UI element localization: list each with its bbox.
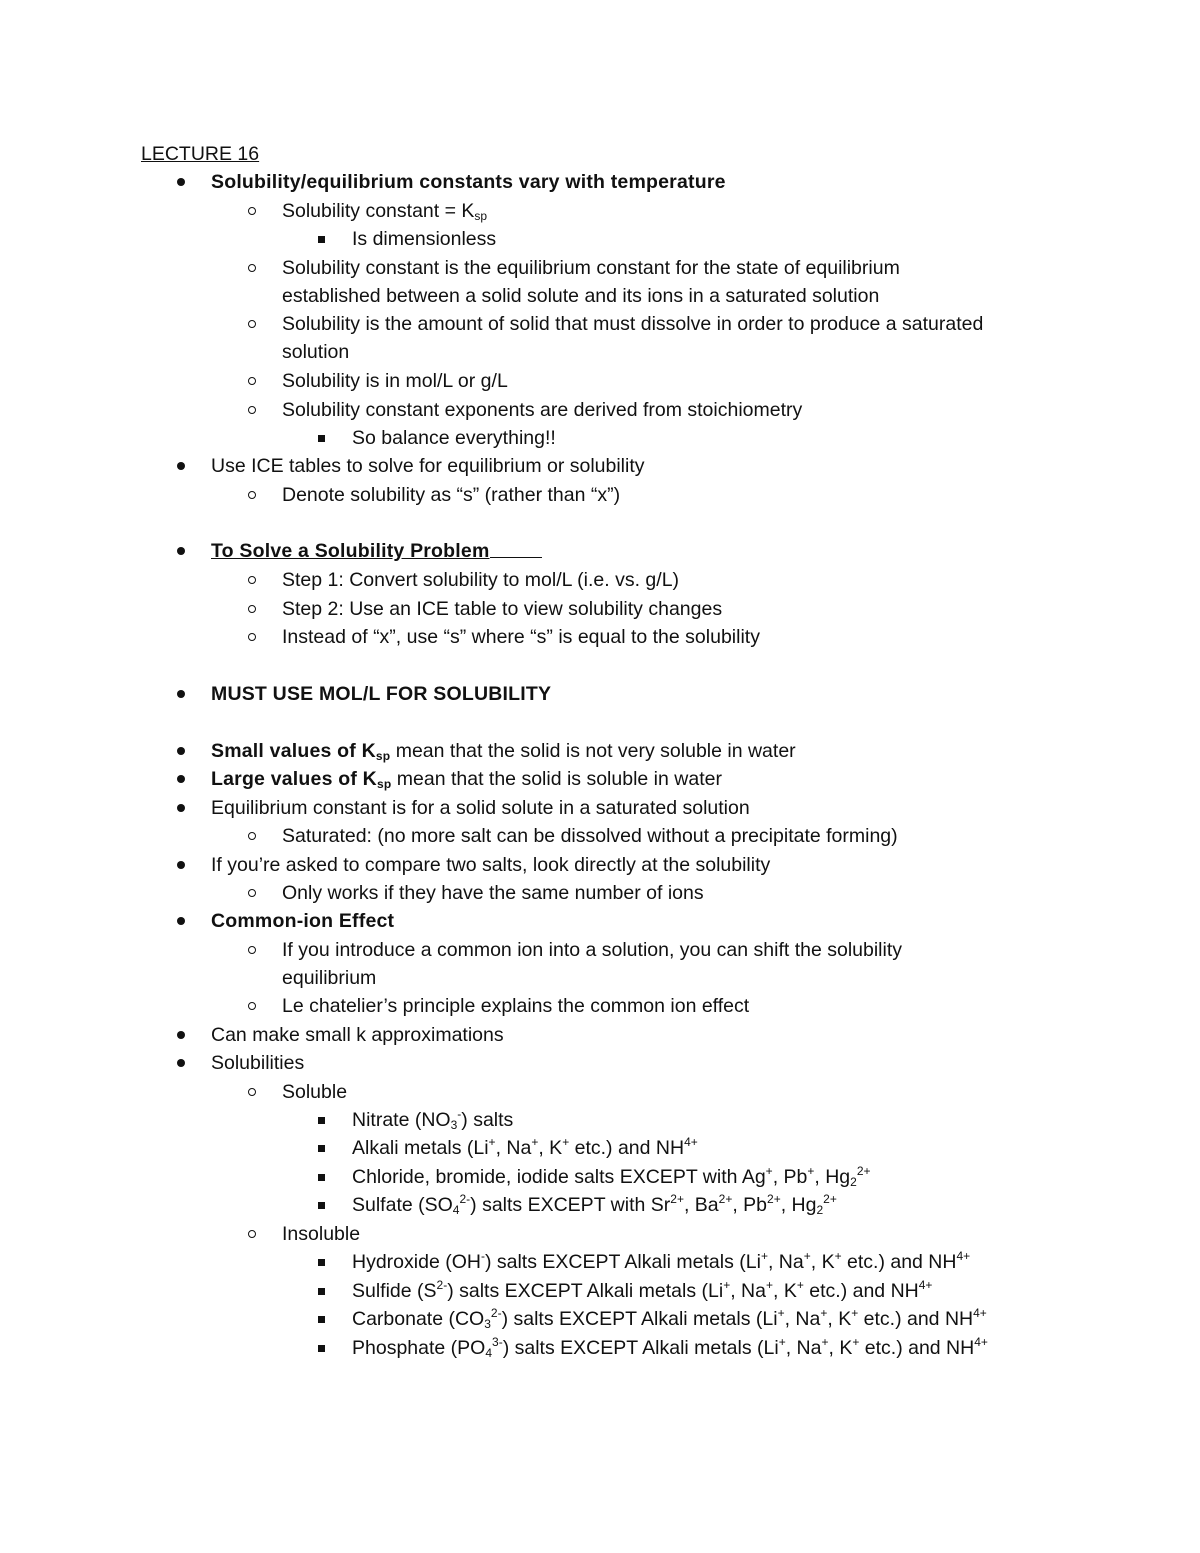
- hollow-bullet-icon: [248, 889, 256, 897]
- item-text: Denote solubility as “s” (rather than “x”): [282, 484, 621, 506]
- item-text: Solubility is in mol/L or g/L: [282, 370, 508, 392]
- hollow-bullet-icon: [248, 406, 256, 414]
- hollow-bullet-icon: [248, 576, 256, 584]
- bullet-icon: [177, 178, 185, 186]
- item-text: Solubility constant is the equilibrium constant for the state of equilibrium: [282, 257, 900, 279]
- item-text: Small values of $K_{sp}$ mean that the solid is not very soluble in water: [211, 740, 796, 763]
- item-text: If you introduce a common ion into a solution, you can shift the solubility: [282, 939, 903, 961]
- item-text: Solubilities: [211, 1052, 305, 1074]
- section-heading: To Solve a Solubility Problem: [211, 537, 542, 565]
- hollow-bullet-icon: [248, 207, 256, 215]
- item-text: equilibrium: [282, 967, 377, 989]
- item-text: Le chatelier’s principle explains the common ion effect: [282, 995, 750, 1017]
- item-text: Nitrate $(NO_3^-)$ salts: [352, 1107, 514, 1132]
- page-title: LECTURE 16: [141, 143, 260, 165]
- item-text: Sulfate $(SO_4^{2-})$ salts EXCEPT with $Sr^{2+}$, $Ba^{2+}$, $Pb^{2+}$, $Hg_2^{2+}$: [352, 1192, 837, 1217]
- item-text: established between a solid solute and its ions in a saturated solution: [282, 285, 880, 307]
- hollow-bullet-icon: [248, 832, 256, 840]
- item-text: Saturated: (no more salt can be dissolved without a precipitate forming): [282, 825, 898, 847]
- item-text: Insoluble: [282, 1223, 361, 1245]
- hollow-bullet-icon: [248, 633, 256, 641]
- hollow-bullet-icon: [248, 377, 256, 385]
- item-text: solution: [282, 341, 350, 363]
- item-text: Step 2: Use an ICE table to view solubility changes: [282, 598, 723, 620]
- hollow-bullet-icon: [248, 491, 256, 499]
- item-text: Equilibrium constant is for a solid solute in a saturated solution: [211, 797, 750, 819]
- hollow-bullet-icon: [248, 946, 256, 954]
- item-text: So balance everything!!: [352, 427, 556, 449]
- square-bullet-icon: [318, 1202, 325, 1209]
- square-bullet-icon: [318, 1345, 325, 1352]
- square-bullet-icon: [318, 435, 325, 442]
- item-text: Solubility/equilibrium constants vary with temperature: [211, 171, 726, 193]
- bullet-icon: [177, 747, 185, 755]
- item-text: MUST USE MOL/L FOR SOLUBILITY: [211, 683, 552, 705]
- item-text: Solubility constant = $K_{sp}$: [282, 200, 488, 223]
- bullet-icon: [177, 462, 185, 470]
- item-text: Sulfide $(S^{2-})$ salts EXCEPT Alkali metals (Li+, Na+, K+ etc.) and $NH^{4+}$: [352, 1278, 933, 1302]
- item-text: Only works if they have the same number of ions: [282, 882, 704, 904]
- bullet-icon: [177, 1031, 185, 1039]
- hollow-bullet-icon: [248, 605, 256, 613]
- item-text: Large values of $K_{sp}$ mean that the solid is soluble in water: [211, 768, 722, 791]
- item-text: If you’re asked to compare two salts, look directly at the solubility: [211, 854, 771, 876]
- item-text: Solubility is the amount of solid that must dissolve in order to produce a saturated: [282, 313, 984, 335]
- hollow-bullet-icon: [248, 1002, 256, 1010]
- hollow-bullet-icon: [248, 1088, 256, 1096]
- item-text: Step 1: Convert solubility to mol/L (i.e. vs. g/L): [282, 569, 680, 591]
- item-text: Can make small k approximations: [211, 1024, 504, 1046]
- square-bullet-icon: [318, 1117, 325, 1124]
- item-text: Soluble: [282, 1081, 348, 1103]
- item-text: Hydroxide (OH-) salts EXCEPT Alkali metals (Li+, Na+, K+ etc.) and $NH^{4+}$: [352, 1249, 971, 1273]
- bullet-icon: [177, 690, 185, 698]
- hollow-bullet-icon: [248, 264, 256, 272]
- item-text: Carbonate $(CO_3^{2-})$ salts EXCEPT Alkali metals (Li+, Na+, K+ etc.) and $NH^{4+}$: [352, 1306, 987, 1331]
- hollow-bullet-icon: [248, 320, 256, 328]
- square-bullet-icon: [318, 236, 325, 243]
- item-text: Solubility constant exponents are derived from stoichiometry: [282, 399, 803, 421]
- item-text: Is dimensionless: [352, 228, 497, 250]
- bullet-icon: [177, 804, 185, 812]
- item-text: Use ICE tables to solve for equilibrium or solubility: [211, 455, 645, 477]
- bullet-icon: [177, 775, 185, 783]
- item-text: Phosphate $(PO_4^{3-})$ salts EXCEPT Alkali metals (Li+, Na+, K+ etc.) and $NH^{4+}$: [352, 1335, 988, 1360]
- square-bullet-icon: [318, 1174, 325, 1181]
- item-text: Alkali metals (Li+, Na+, K+ etc.) and $NH^{4+}$: [352, 1135, 698, 1159]
- bullet-icon: [177, 917, 185, 925]
- bullet-icon: [177, 547, 185, 555]
- item-text: Instead of “x”, use “s” where “s” is equal to the solubility: [282, 626, 760, 648]
- item-text: Chloride, bromide, iodide salts EXCEPT with Ag+, Pb+, $Hg_2^{2+}$: [352, 1164, 871, 1189]
- hollow-bullet-icon: [248, 1230, 256, 1238]
- square-bullet-icon: [318, 1288, 325, 1295]
- bullet-icon: [177, 1059, 185, 1067]
- square-bullet-icon: [318, 1145, 325, 1152]
- item-text: Common-ion Effect: [211, 910, 395, 932]
- square-bullet-icon: [318, 1259, 325, 1266]
- bullet-icon: [177, 861, 185, 869]
- square-bullet-icon: [318, 1316, 325, 1323]
